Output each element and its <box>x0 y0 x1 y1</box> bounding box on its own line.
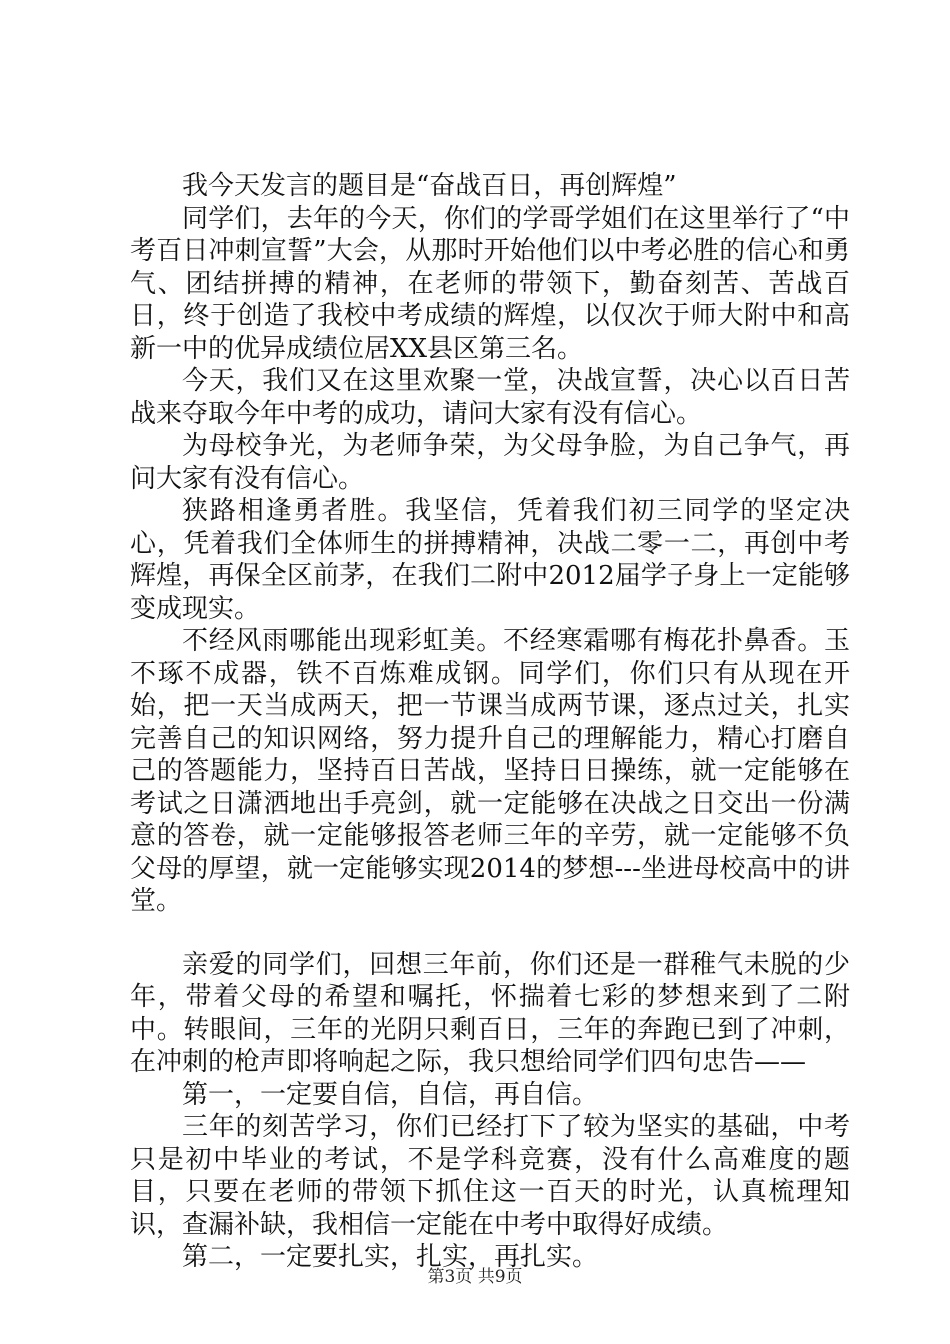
paragraph-first-advice: 第一，一定要自信，自信，再自信。 <box>182 1079 599 1110</box>
paragraph-last-year: 同学们，去年的今天，你们的学哥学姐们在这里举行了“中考百日冲刺宣誓”大会，从那时开始他们以中考必胜的信心和勇气、团结拼搏的精神，在老师的带领下，勤奋刻苦、苦战百日，终于创造了我校中考成绩的辉煌，以仅次于师大附中和高新一中的优异成绩位居XX县区第三名。 <box>130 203 850 364</box>
paragraph-gap <box>130 918 850 949</box>
paragraph-dear-students: 亲爱的同学们，回想三年前，你们还是一群稚气未脱的少年，带着父母的希望和嘱托，怀揣着七彩的梦想来到了二附中。转眼间，三年的光阴只剩百日，三年的奔跑已到了冲刺，在冲刺的枪声即将响起之际，我只想给同学们四句忠告—— <box>130 949 850 1077</box>
paragraph-rainbow: 不经风雨哪能出现彩虹美。不经寒霜哪有梅花扑鼻香。玉不琢不成器，铁不百炼难成钢。同学们，你们只有从现在开始，把一天当成两天，把一节课当成两节课，逐点过关，扎实完善自己的知识网络，努力提升自己的理解能力，精心打磨自己的答题能力，坚持百日苦战，坚持日日操练，就一定能够在考试之日潇洒地出手亮剑，就一定能够在决战之日交出一份满意的答卷，就一定能够报答老师三年的辛劳，就一定能够不负父母的厚望，就一定能够实现2014的梦想---坐进母校高中的讲堂。 <box>130 626 850 916</box>
paragraph-courage: 狭路相逢勇者胜。我坚信，凭着我们初三同学的坚定决心，凭着我们全体师生的拼搏精神，决战二零一二，再创中考辉煌，再保全区前茅，在我们二附中2012届学子身上一定能够变成现实。 <box>130 496 850 624</box>
paragraph-second-advice: 第二，一定要扎实，扎实，再扎实。 <box>182 1242 599 1272</box>
page-number-footer: 第3页 共9页 <box>427 1267 523 1287</box>
paragraph-honor: 为母校争光，为老师争荣，为父母争脸，为自己争气，再问大家有没有信心。 <box>130 431 850 494</box>
paragraph-today: 今天，我们又在这里欢聚一堂，决战宣誓，决心以百日苦战来夺取今年中考的成功，请问大家有没有信心。 <box>130 366 850 429</box>
document-body <box>130 170 850 1274</box>
paragraph-three-years: 三年的刻苦学习，你们已经打下了较为坚实的基础，中考只是初中毕业的考试，不是学科竞赛，没有什么高难度的题目，只要在老师的带领下抓住这一百天的时光，认真梳理知识，查漏补缺，我相信一定能在中考中取得好成绩。 <box>130 1112 850 1240</box>
paragraph-speech-title: 我今天发言的题目是“奋战百日，再创辉煌” <box>182 171 677 201</box>
